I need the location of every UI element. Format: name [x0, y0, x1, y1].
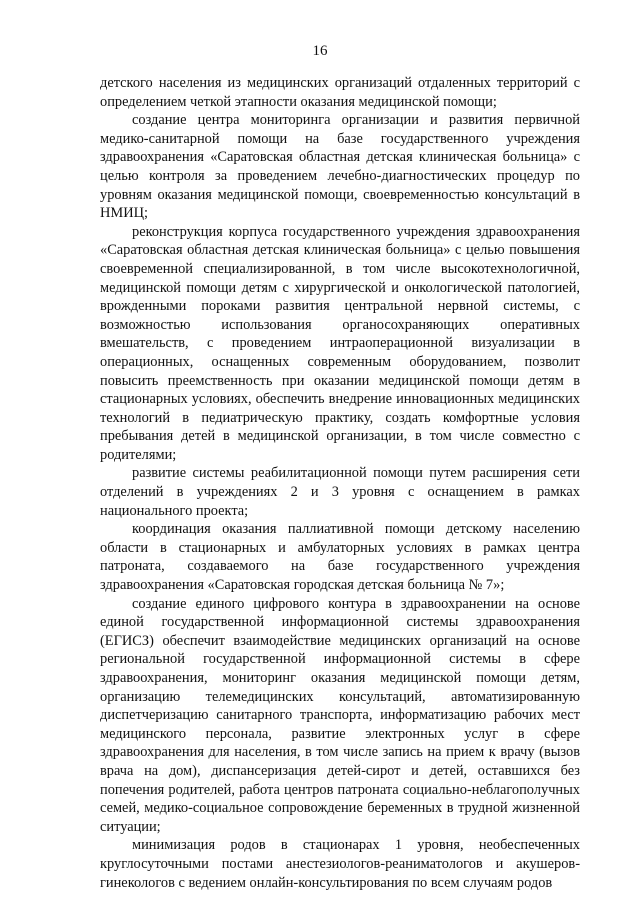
- paragraph-monitoring-center: создание центра мониторинга организации и развития первичной медико-санитарной помощи на базе государственного учреждения здравоохранения «Саратовская областная детская клиническая больница» с целью контроля за проведением лечебно-диагностических процедур по уровням оказания медицинской помощи, своевременностью консультаций в НМИЦ;: [100, 112, 580, 222]
- paragraph-reconstruction: реконструкция корпуса государственного учреждения здравоохранения «Саратовская областная детская клиническая больница» с целью повышения своевременной специализированной, в том числе высокотехнологичной, медицинской помощи детям с хирургической и онкологической патологией, врожденными пороками развития центральной нервной системы, с возможностью использования органосохраняющих оперативных вмешательств, с проведением интраоперационной визуализации в операционных, оснащенных современным оборудованием, позволит повысить преемственность при оказании медицинской помощи детям в стационарных условиях, обеспечить внедрение инновационных медицинских технологий в педиатрическую практику, создать комфортные условия пребывания детей в медицинской организации, в том числе совместно с родителями;: [100, 223, 580, 463]
- paragraph-palliative-care: координация оказания паллиативной помощи детскому населению области в стационарных и амбулаторных условиях в рамках центра патроната, создаваемого на базе государственного учреждения здравоохранения «Саратовская городская детская больница № 7»;: [100, 521, 580, 594]
- page-number: 16: [312, 43, 328, 59]
- body-text: [100, 74, 580, 892]
- paragraph-birth-minimization: минимизация родов в стационарах 1 уровня, необеспеченных круглосуточными постами анестезиологов-реаниматологов и акушеров-гинекологов с ведением онлайн-консультирования по всем случаям родов: [100, 837, 580, 891]
- paragraph-rehabilitation: развитие системы реабилитационной помощи путем расширения сети отделений в учреждениях 2 и 3 уровня с оснащением в рамках национального проекта;: [100, 465, 580, 519]
- paragraph-continuation: детского населения из медицинских организаций отдаленных территорий с определением четкой этапности оказания медицинской помощи;: [100, 75, 580, 110]
- paragraph-digital-circuit: создание единого цифрового контура в здравоохранении на основе единой государственной информационной системы здравоохранения (ЕГИСЗ) обеспечит взаимодействие медицинских организаций на основе региональной государственной информационной системы в сфере здравоохранения, мониторинг оказания медицинской помощи детям, организацию телемедицинских консультаций, автоматизированную диспетчеризацию санитарного транспорта, информатизацию рабочих мест медицинского персонала, развитие электронных услуг в сфере здравоохранения для населения, в том числе запись на прием к врачу (вызов врача на дом), диспансеризация детей-сирот и детей, оставшихся без попечения родителей, работа центров патроната социально-неблагополучных семей, медико-социальное сопровождение беременных в трудной жизненной ситуации;: [100, 595, 580, 835]
